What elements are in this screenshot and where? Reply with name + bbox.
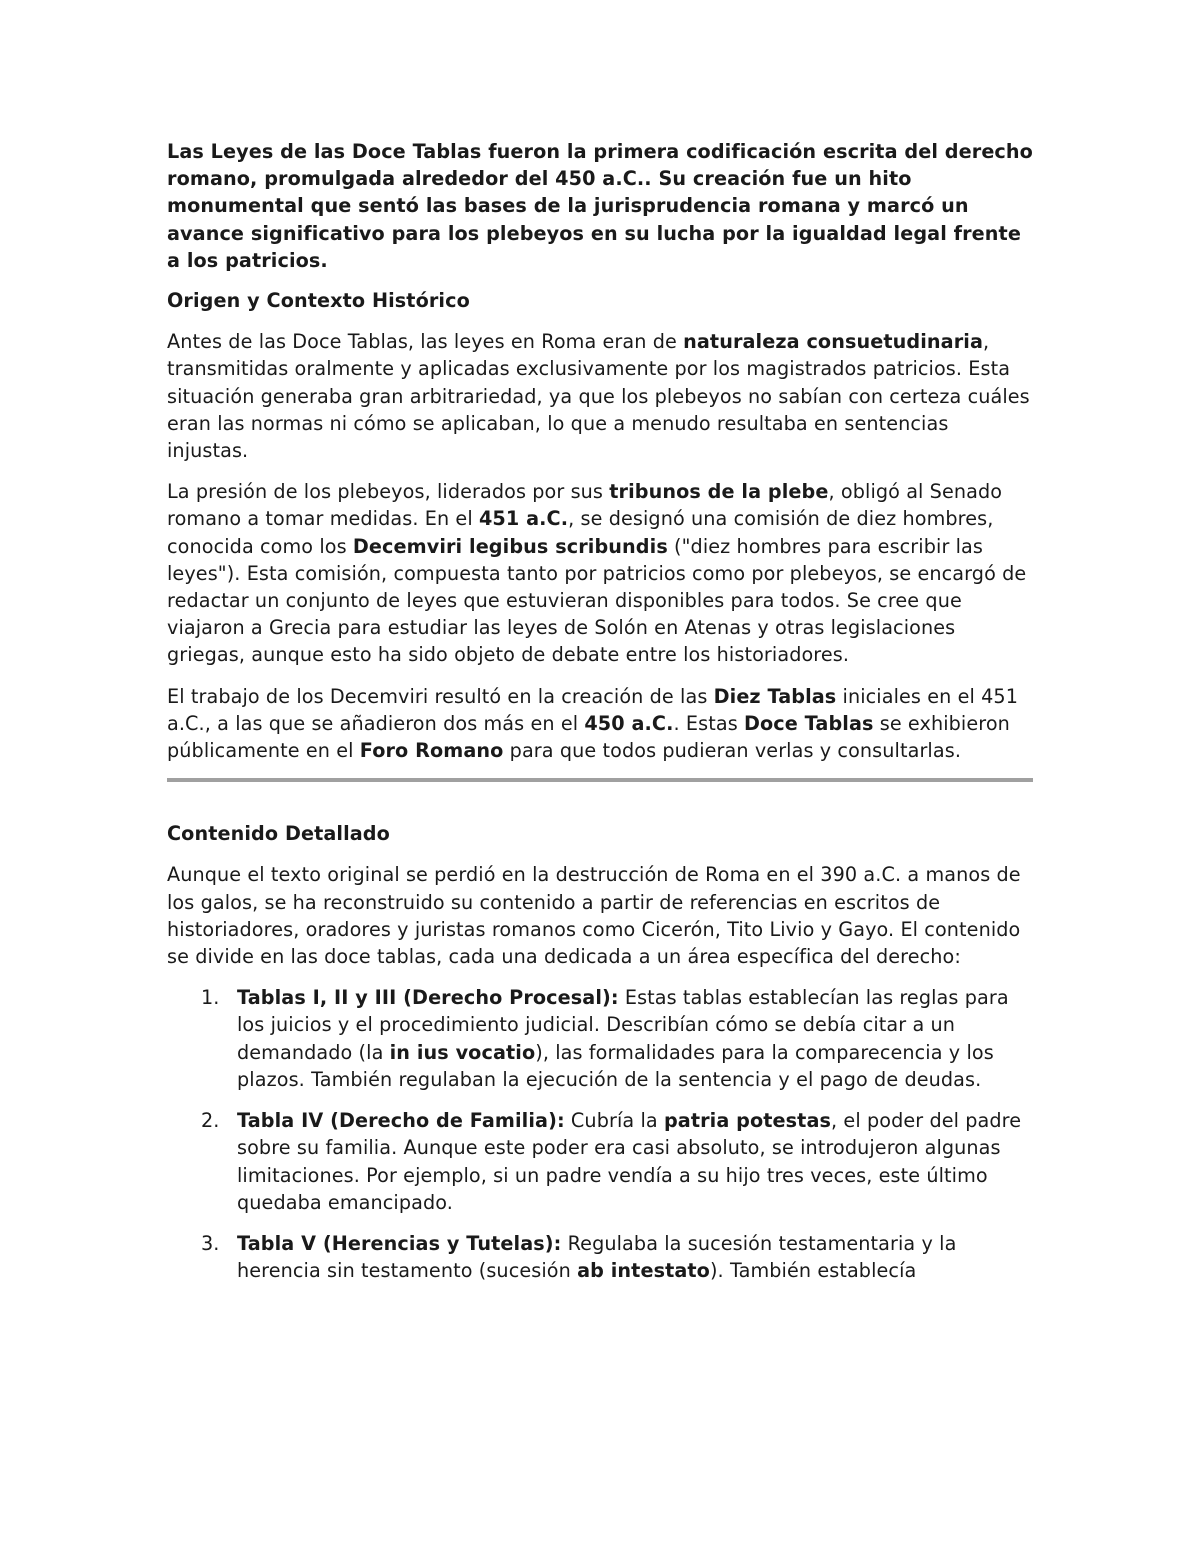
text-run: se exhibieron públicamente en el [167, 711, 1010, 763]
list-item-title: Tablas I, II y III (Derecho Procesal): [237, 986, 619, 1010]
document-body [167, 138, 1035, 1298]
text-run: Cubría la [564, 1109, 664, 1133]
numbered-list [167, 984, 1035, 1284]
text-run: iniciales en el 451 a.C., a las que se añadieron dos más en el [167, 684, 1019, 735]
text-run: , se designó una comisión de diez hombres, conocida como los [167, 507, 994, 558]
text-run: El trabajo de los Decemviri resultó en la creación de las [167, 684, 714, 708]
bold-term: 451 a.C. [478, 507, 569, 531]
text-run: Regulaba la sucesión testamentaria y la herencia sin testamento (sucesión [237, 1231, 957, 1283]
bold-term: tribunos de la plebe [609, 480, 829, 504]
text-run: , transmitidas oralmente y aplicadas exclusivamente por los magistrados patricios. Esta situación generaba gran arbitrariedad, ya que los plebeyos no sabían con certeza cuáles eran las normas ni cómo se aplicaban, lo que a menudo resultaba en sentencias injustas. [167, 330, 1030, 463]
bold-term: Decemviri legibus scribundis [352, 534, 668, 558]
bold-term: ab intestato [577, 1259, 710, 1283]
text-run: Antes de las Doce Tablas, las leyes en Roma eran de [167, 330, 684, 354]
section-heading-origen: Origen y Contexto Histórico [167, 289, 470, 313]
text-run: ), las formalidades para la comparecencia y los plazos. También regulaban la ejecución de la sentencia y el pago de deudas. [237, 1040, 994, 1091]
list-item-title: Tabla V (Herencias y Tutelas): [237, 1231, 562, 1255]
text-run: , obligó al Senado romano a tomar medidas. En el [167, 480, 1003, 531]
text-run: ). También establecía [709, 1259, 917, 1283]
bold-term: patria potestas [663, 1109, 832, 1133]
list-item [167, 1107, 1035, 1216]
section-heading-contenido: Contenido Detallado [167, 822, 390, 846]
text-run: Estas tablas establecían las reglas para los juicios y el procedimiento judicial. Describían cómo se debía citar a un demandado (la [237, 986, 1009, 1064]
list-number: 3. [201, 1231, 220, 1255]
list-number: 2. [201, 1109, 220, 1133]
text-run: . Estas [673, 711, 744, 735]
intro-paragraph: Las Leyes de las Doce Tablas fueron la primera codificación escrita del derecho romano, promulgada alrededor del 450 a.C.. Su creación fue un hito monumental que sentó las bases de la jurisprudencia romana y marcó un avance significativo para los plebeyos en su lucha por la igualdad legal frente a los patricios. [167, 140, 1033, 272]
paragraph [167, 478, 1035, 668]
paragraph: Aunque el texto original se perdió en la destrucción de Roma en el 390 a.C. a manos de los galos, se ha reconstruido su contenido a partir de referencias en escritos de historiadores, oradores y juristas romanos como Cicerón, Tito Livio y Gayo. El contenido se divide en las doce tablas, cada una dedicada a un área específica del derecho: [167, 863, 1021, 969]
text-run: para que todos pudieran verlas y consultarlas. [503, 739, 962, 763]
bold-term: Foro Romano [359, 739, 504, 763]
bold-term: in ius vocatio [389, 1040, 536, 1064]
bold-term: 450 a.C. [584, 711, 674, 735]
list-item [167, 1230, 1035, 1284]
text-run: , el poder del padre sobre su familia. Aunque este poder era casi absoluto, se introdujeron algunas limitaciones. Por ejemplo, si un padre vendía a su hijo tres veces, este último quedaba emancipado. [237, 1109, 1022, 1214]
text-run: La presión de los plebeyos, liderados por sus [167, 480, 610, 504]
bold-term: Doce Tablas [744, 711, 874, 735]
list-item [167, 984, 1035, 1093]
list-number: 1. [201, 986, 220, 1010]
text-run: ("diez hombres para escribir las leyes"). Esta comisión, compuesta tanto por patricios como por plebeyos, se encargó de redactar un conjunto de leyes que estuvieran disponibles para todos. Se cree que viajaron a Grecia para estudiar las leyes de Solón en Atenas y otras legislaciones griegas, aunque esto ha sido objeto de debate entre los historiadores. [167, 534, 1027, 667]
bold-term: Diez Tablas [713, 684, 837, 708]
paragraph [167, 328, 1035, 464]
paragraph [167, 683, 1035, 765]
bold-term: naturaleza consuetudinaria [683, 330, 983, 354]
horizontal-divider [167, 778, 1033, 782]
list-item-title: Tabla IV (Derecho de Familia): [237, 1109, 565, 1133]
